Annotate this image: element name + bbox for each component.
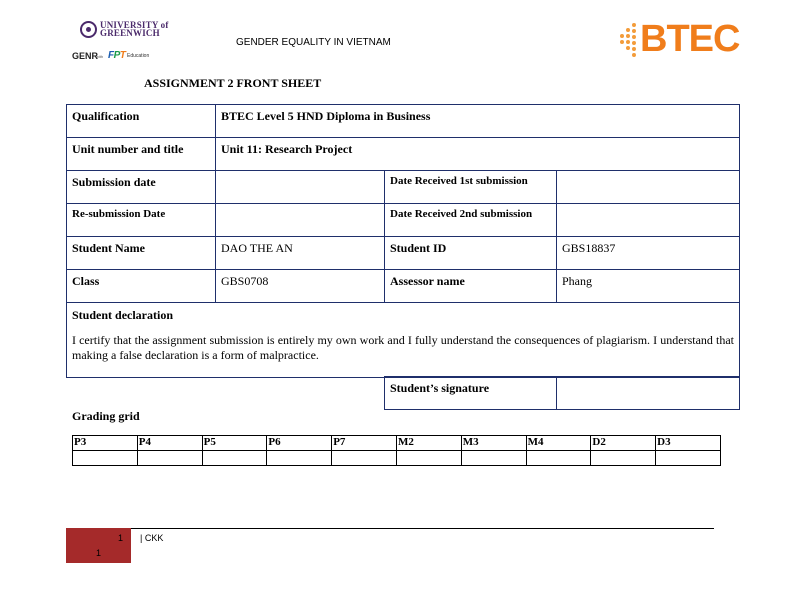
sheet-title: ASSIGNMENT 2 FRONT SHEET <box>144 76 322 90</box>
grade-header: P4 <box>137 436 202 451</box>
date-received-2-field[interactable] <box>557 204 740 237</box>
uog-logo-line2: GREENWICH <box>100 28 160 38</box>
footer-page-number: 1 <box>118 533 124 543</box>
student-declaration-cell <box>67 303 740 378</box>
unit-label: Unit number and title <box>67 138 216 171</box>
grade-header: M4 <box>526 436 591 451</box>
grading-value-row <box>73 451 721 466</box>
student-id-label: Student ID <box>385 237 557 270</box>
assessor-label: Assessor name <box>385 270 557 303</box>
grade-header: D3 <box>656 436 721 451</box>
grade-cell[interactable] <box>526 451 591 466</box>
btec-logo <box>620 18 745 64</box>
crest-icon <box>80 21 97 38</box>
grade-cell[interactable] <box>396 451 461 466</box>
declaration-text: I certify that the assignment submission is entirely my own work and I fully understand the consequences of plagiarism. I understand that making a false declaration is a form of malpractice. <box>72 333 735 362</box>
submission-date-field[interactable] <box>216 171 385 204</box>
date-received-1-label: Date Received 1st submission <box>385 171 557 204</box>
student-id-field[interactable]: GBS18837 <box>557 237 740 270</box>
grading-grid <box>72 435 721 466</box>
signature-field[interactable] <box>557 377 740 410</box>
grade-cell[interactable] <box>73 451 138 466</box>
qualification-label: Qualification <box>67 105 216 138</box>
grade-header: P3 <box>73 436 138 451</box>
assessor-field[interactable]: Phang <box>557 270 740 303</box>
student-name-field[interactable]: DAO THE AN <box>216 237 385 270</box>
resubmission-date-field[interactable] <box>216 204 385 237</box>
grade-header: M2 <box>396 436 461 451</box>
partner-logos <box>72 50 172 64</box>
signature-label: Student’s signature <box>385 377 557 410</box>
qualification-value: BTEC Level 5 HND Diploma in Business <box>216 105 740 138</box>
education-text: Education <box>127 53 150 59</box>
submission-date-label: Submission date <box>67 171 216 204</box>
footer-page-number-secondary: 1 <box>96 548 102 558</box>
grading-grid-title: Grading grid <box>72 409 140 423</box>
grade-cell[interactable] <box>461 451 526 466</box>
with-text: with <box>96 54 104 59</box>
uog-logo-line1: UNIVERSITY of <box>100 20 169 30</box>
grade-cell[interactable] <box>656 451 721 466</box>
btec-dots-icon <box>620 23 640 59</box>
grade-cell[interactable] <box>202 451 267 466</box>
class-field[interactable]: GBS0708 <box>216 270 385 303</box>
grade-cell[interactable] <box>332 451 397 466</box>
grade-cell[interactable] <box>267 451 332 466</box>
grade-cell[interactable] <box>591 451 656 466</box>
footer-divider <box>131 528 714 529</box>
genr-logo: GENR <box>72 51 99 61</box>
resubmission-date-label: Re-submission Date <box>67 204 216 237</box>
btec-wordmark: BTEC <box>640 18 740 60</box>
date-received-1-field[interactable] <box>557 171 740 204</box>
footer-label: | CKK <box>140 533 164 543</box>
signature-table <box>384 376 740 410</box>
date-received-2-label: Date Received 2nd submission <box>385 204 557 237</box>
declaration-heading: Student declaration <box>72 308 174 322</box>
class-label: Class <box>67 270 216 303</box>
grade-header: P7 <box>332 436 397 451</box>
grade-cell[interactable] <box>137 451 202 466</box>
grade-header: M3 <box>461 436 526 451</box>
university-of-greenwich-logo <box>80 20 170 42</box>
grade-header: P6 <box>267 436 332 451</box>
unit-value: Unit 11: Research Project <box>216 138 740 171</box>
front-sheet-table <box>66 104 740 378</box>
grading-header-row <box>73 436 721 451</box>
grade-header: D2 <box>591 436 656 451</box>
document-header-title: GENDER EQUALITY IN VIETNAM <box>236 37 391 48</box>
grade-header: P5 <box>202 436 267 451</box>
fpt-logo: FPT <box>108 50 126 61</box>
student-name-label: Student Name <box>67 237 216 270</box>
